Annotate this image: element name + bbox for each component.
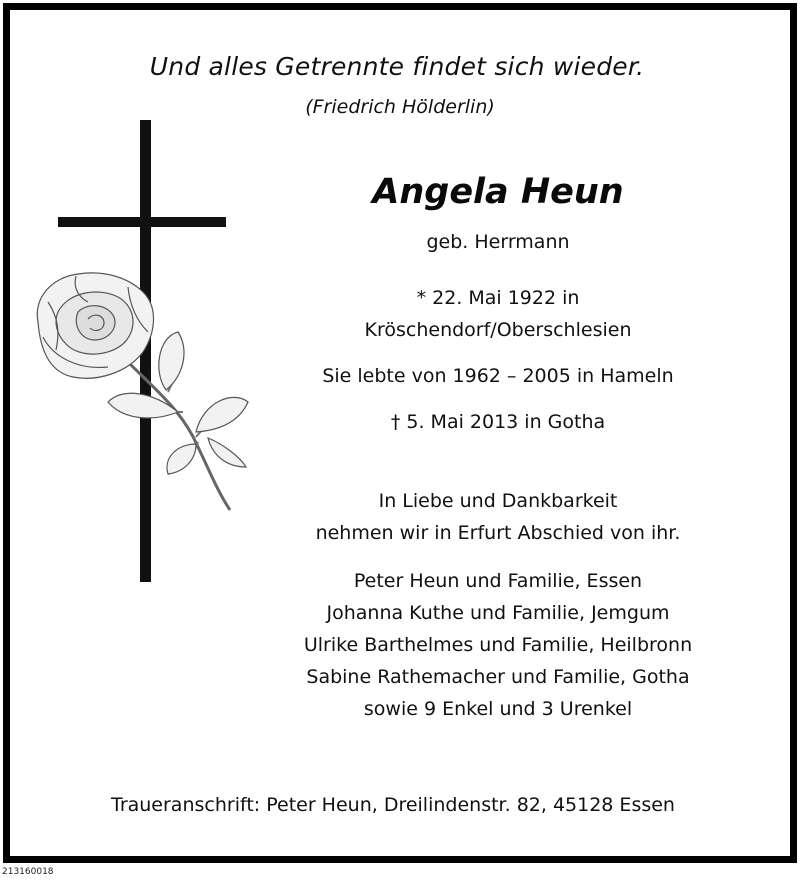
cross-bar: [58, 217, 226, 227]
mourner: Ulrike Barthelmes und Familie, Heilbronn: [303, 634, 693, 656]
quote: Und alles Getrennte findet sich wieder.: [149, 52, 645, 81]
mourner: Sabine Rathemacher und Familie, Gotha: [306, 666, 690, 688]
ad-code: 213160018: [2, 867, 54, 877]
mourner: sowie 9 Enkel und 3 Urenkel: [363, 698, 633, 720]
deceased-name: Angela Heun: [372, 172, 624, 212]
mourners-list: [252, 565, 744, 725]
death-info: † 5. Mai 2013 in Gotha: [390, 411, 606, 433]
mourner: Peter Heun und Familie, Essen: [353, 570, 643, 592]
farewell-line: In Liebe und Dankbarkeit: [378, 490, 618, 512]
lived-info: Sie lebte von 1962 – 2005 in Hameln: [322, 365, 674, 387]
farewell-text: [252, 485, 744, 549]
farewell-line: nehmen wir in Erfurt Abschied von ihr.: [315, 522, 681, 544]
rose-icon: [18, 262, 268, 512]
birth-name: geb. Herrmann: [426, 231, 570, 253]
birth-date: * 22. Mai 1922 in: [416, 287, 580, 309]
birth-place: Kröschendorf/Oberschlesien: [364, 319, 632, 341]
quote-author: (Friedrich Hölderlin): [305, 96, 495, 118]
birth-info: [252, 282, 744, 346]
mourner: Johanna Kuthe und Familie, Jemgum: [326, 602, 670, 624]
mourning-address: Traueranschrift: Peter Heun, Dreilindenstr. 82, 45128 Essen: [111, 794, 675, 816]
